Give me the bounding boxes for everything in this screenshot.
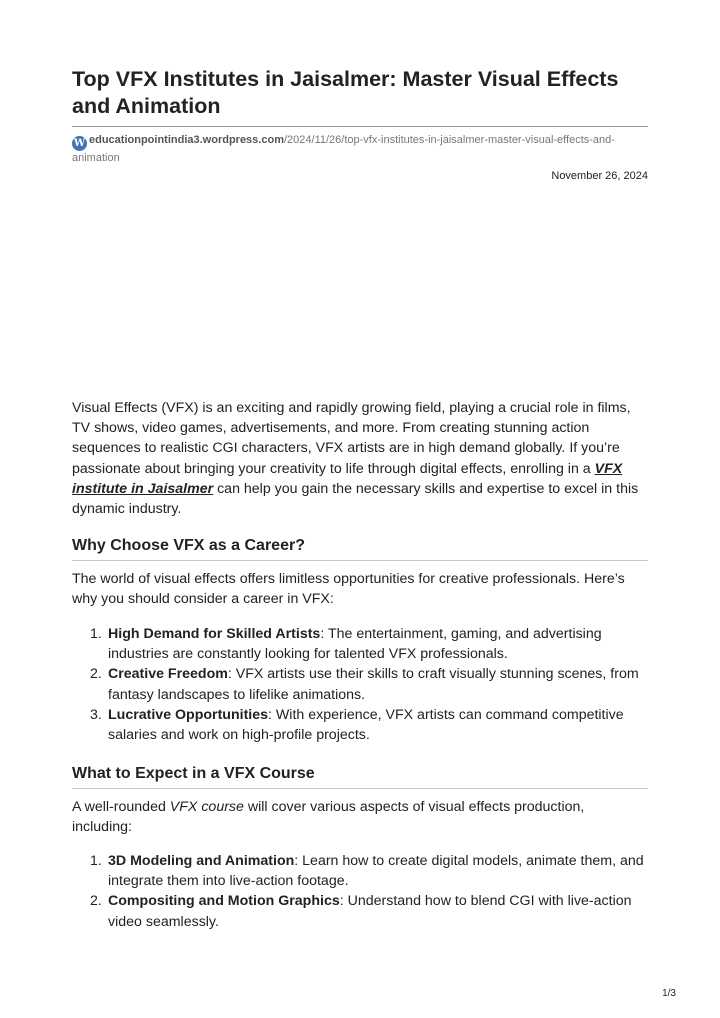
source-url[interactable] bbox=[72, 133, 648, 166]
list-item-text: : Understand how to blend CGI with live-action video seamlessly. bbox=[108, 893, 632, 930]
section2-text-after: will cover various aspects of visual effects production, including: bbox=[72, 799, 585, 836]
section2-text-before: A well-rounded bbox=[72, 799, 170, 815]
section-heading-why-vfx: Why Choose VFX as a Career? bbox=[72, 537, 305, 554]
intro-paragraph bbox=[72, 398, 648, 519]
list-item-title: Creative Freedom bbox=[108, 666, 228, 683]
list-number: 2. bbox=[90, 666, 102, 683]
source-path[interactable]: /2024/11/26/top-vfx-institutes-in-jaisalmer-master-visual-effects-and-animation bbox=[72, 134, 615, 164]
list-item-title: 3D Modeling and Animation bbox=[108, 853, 295, 869]
career-reasons-list bbox=[90, 624, 648, 745]
section2-italic: VFX course bbox=[169, 799, 244, 815]
section-heading-vfx-course: What to Expect in a VFX Course bbox=[72, 765, 315, 782]
list-number: 1. bbox=[90, 626, 102, 642]
list-number: 2. bbox=[90, 893, 102, 910]
vfx-institute-link[interactable]: VFX institute in Jaisalmer bbox=[72, 460, 623, 497]
page-title: Top VFX Institutes in Jaisalmer: Master Visual Effects and Animation bbox=[72, 67, 619, 118]
title-divider bbox=[72, 126, 648, 127]
list-item bbox=[90, 664, 648, 704]
intro-text-after: can help you gain the necessary skills and expertise to excel in this dynamic industry. bbox=[72, 480, 639, 518]
list-item-text: : VFX artists use their skills to craft visually stunning scenes, from fantasy landscapes to lifelike animations. bbox=[108, 666, 639, 703]
wordpress-icon: W bbox=[73, 138, 86, 149]
list-number: 1. bbox=[90, 853, 102, 869]
intro-text-before: Visual Effects (VFX) is an exciting and rapidly growing field, playing a crucial role in films, TV shows, video games, advertisements, and more. From creating stunning action sequences to realistic CGI characters, VFX artists are in high demand globally. If you’re passionate about bringing your creativity to life through digital effects, enrolling in a bbox=[72, 400, 631, 477]
list-item bbox=[90, 851, 648, 891]
list-item bbox=[90, 624, 648, 664]
list-item-text: : With experience, VFX artists can command competitive salaries and work on high-profile projects. bbox=[108, 706, 624, 744]
source-domain[interactable]: educationpointindia3.wordpress.com bbox=[89, 134, 284, 146]
list-item-text: : Learn how to create digital models, animate them, and integrate them into live-action footage. bbox=[108, 853, 644, 890]
section-divider bbox=[72, 788, 648, 789]
list-item bbox=[90, 891, 648, 931]
publish-date: November 26, 2024 bbox=[551, 170, 648, 182]
list-number: 3. bbox=[90, 706, 102, 723]
list-item bbox=[90, 705, 648, 745]
section1-paragraph: The world of visual effects offers limitless opportunities for creative professionals. Here’s why you should consider a career in VFX: bbox=[72, 571, 625, 608]
course-topics-list bbox=[90, 851, 648, 932]
list-item-title: High Demand for Skilled Artists bbox=[108, 626, 321, 642]
section-divider bbox=[72, 560, 648, 561]
list-item-title: Lucrative Opportunities bbox=[108, 706, 269, 723]
list-item-title: Compositing and Motion Graphics bbox=[108, 893, 340, 910]
section2-paragraph bbox=[72, 797, 648, 837]
page-number: 1/3 bbox=[662, 988, 676, 999]
list-item-text: : The entertainment, gaming, and advertising industries are constantly looking for talented VFX professionals. bbox=[108, 626, 602, 663]
